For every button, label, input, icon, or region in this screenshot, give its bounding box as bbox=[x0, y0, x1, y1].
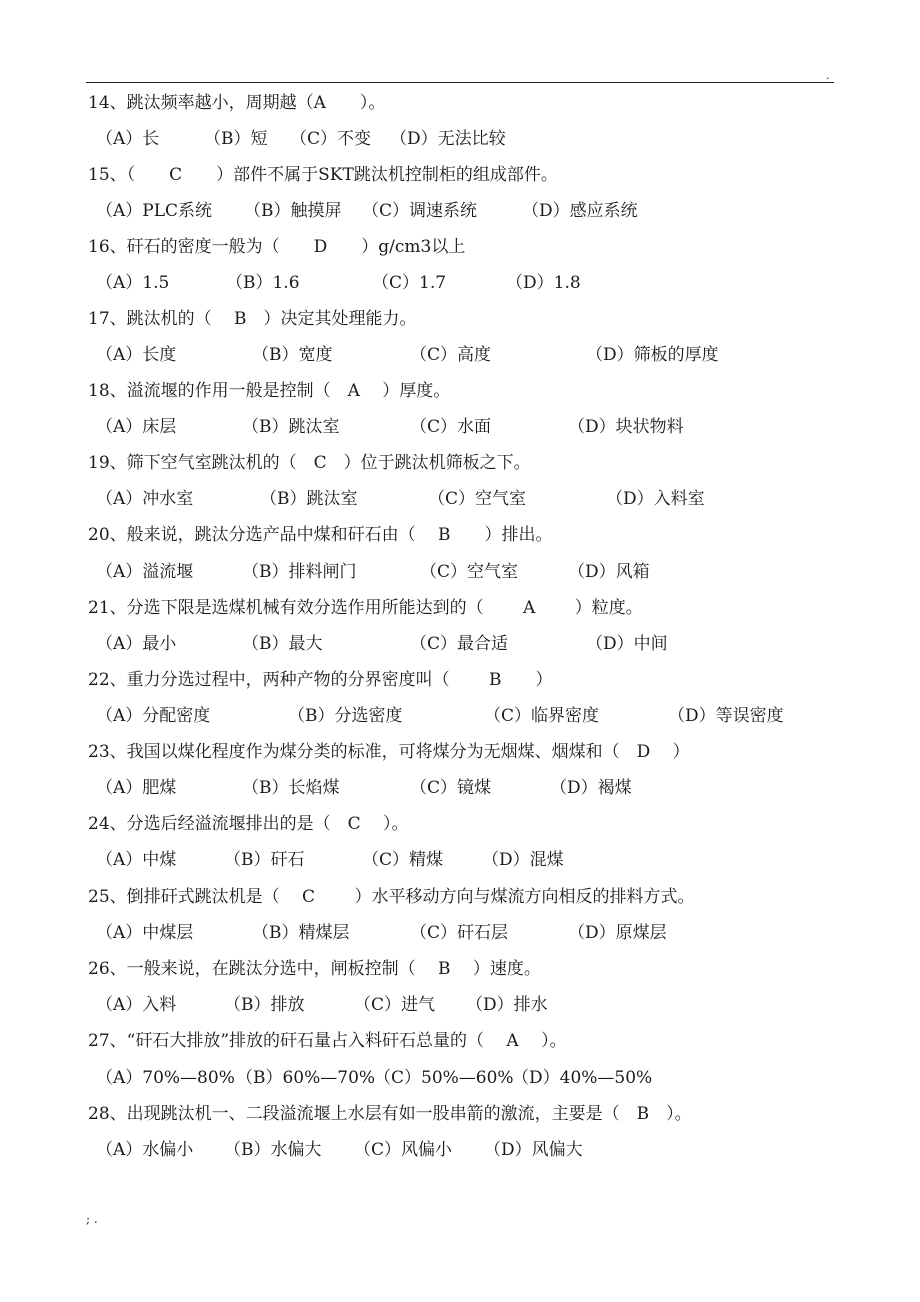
option-c: （C）高度 bbox=[410, 345, 492, 365]
question-16: 16、矸石的密度一般为（ D ）g/cm3以上 bbox=[88, 237, 466, 257]
option-b: （B）矸石 bbox=[224, 850, 305, 870]
option-d: （D）入料室 bbox=[606, 489, 705, 509]
option-a: （A）中煤层 bbox=[96, 923, 194, 943]
option-a: （A）水偏小 bbox=[96, 1140, 194, 1160]
option-b: （B）短 bbox=[204, 129, 268, 149]
footer-mark: ; . bbox=[86, 1212, 98, 1226]
question-19: 19、筛下空气室跳汰机的（ C ）位于跳汰机筛板之下。 bbox=[88, 453, 531, 473]
option-d: （D）排水 bbox=[466, 995, 548, 1015]
option-d: （D）块状物料 bbox=[568, 417, 684, 437]
option-d: （D）风箱 bbox=[568, 562, 650, 582]
option-a: （A）最小 bbox=[96, 634, 177, 654]
option-b: （B）宽度 bbox=[252, 345, 333, 365]
option-d: （D）等误密度 bbox=[668, 706, 784, 726]
option-b: （B）跳汰室 bbox=[260, 489, 358, 509]
option-b: （B）1.6 bbox=[226, 273, 300, 293]
question-20: 20、般来说，跳汰分选产品中煤和矸石由（ B ）排出。 bbox=[88, 525, 553, 545]
question-21: 21、分选下限是选煤机械有效分选作用所能达到的（ A ）粒度。 bbox=[88, 598, 643, 618]
option-d: （D）风偏大 bbox=[484, 1140, 583, 1160]
option-b: （B）排料闸门 bbox=[242, 562, 357, 582]
option-d: （D）感应系统 bbox=[522, 201, 638, 221]
option-d: （D）无法比较 bbox=[390, 129, 506, 149]
option-c: （C）临界密度 bbox=[484, 706, 600, 726]
option-c: （C）水面 bbox=[410, 417, 492, 437]
header-rule bbox=[86, 82, 834, 83]
option-a: （A）分配密度 bbox=[96, 706, 211, 726]
option-b: （B）长焰煤 bbox=[242, 778, 340, 798]
option-d: （D）中间 bbox=[586, 634, 668, 654]
option-c: （C）50%—60% bbox=[374, 1068, 514, 1088]
question-25: 25、倒排矸式跳汰机是（ C ）水平移动方向与煤流方向相反的排料方式。 bbox=[88, 887, 695, 907]
question-17: 17、跳汰机的（ B ）决定其处理能力。 bbox=[88, 309, 417, 329]
header-mark: . bbox=[826, 69, 830, 82]
question-27: 27、“矸石大排放”排放的矸石量占入料矸石总量的（ A ）。 bbox=[88, 1031, 567, 1051]
option-d: （D）40%—50% bbox=[512, 1068, 653, 1088]
option-a: （A）70%—80% bbox=[96, 1068, 235, 1088]
option-a: （A）PLC系统 bbox=[96, 201, 213, 221]
option-d: （D）褐煤 bbox=[550, 778, 632, 798]
option-b: （B）分选密度 bbox=[288, 706, 403, 726]
option-a: （A）冲水室 bbox=[96, 489, 194, 509]
question-24: 24、分选后经溢流堰排出的是（ C ）。 bbox=[88, 814, 409, 834]
option-d: （D）1.8 bbox=[506, 273, 581, 293]
option-a: （A）中煤 bbox=[96, 850, 177, 870]
option-c: （C）风偏小 bbox=[354, 1140, 453, 1160]
question-22: 22、重力分选过程中，两种产物的分界密度叫（ B ） bbox=[88, 670, 553, 690]
option-d: （D）筛板的厚度 bbox=[586, 345, 719, 365]
option-b: （B）最大 bbox=[242, 634, 323, 654]
option-a: （A）1.5 bbox=[96, 273, 170, 293]
option-b: （B）排放 bbox=[224, 995, 305, 1015]
question-26: 26、一般来说，在跳汰分选中，闸板控制（ B ）速度。 bbox=[88, 959, 541, 979]
option-c: （C）镜煤 bbox=[410, 778, 492, 798]
option-d: （D）混煤 bbox=[482, 850, 564, 870]
question-18: 18、溢流堰的作用一般是控制（ A ）厚度。 bbox=[88, 381, 451, 401]
option-a: （A）长度 bbox=[96, 345, 177, 365]
question-14: 14、跳汰频率越小，周期越（A ）。 bbox=[88, 93, 386, 113]
option-c: （C）精煤 bbox=[362, 850, 444, 870]
option-a: （A）溢流堰 bbox=[96, 562, 194, 582]
option-a: （A）床层 bbox=[96, 417, 177, 437]
option-c: （C）矸石层 bbox=[410, 923, 509, 943]
question-28: 28、出现跳汰机一、二段溢流堰上水层有如一股串箭的激流，主要是（ B ）。 bbox=[88, 1104, 692, 1124]
option-b: （B）触摸屏 bbox=[244, 201, 342, 221]
option-c: （C）进气 bbox=[354, 995, 436, 1015]
question-23: 23、我国以煤化程度作为煤分类的标准，可将煤分为无烟煤、烟煤和（ D ） bbox=[88, 742, 690, 762]
option-b: （B）精煤层 bbox=[252, 923, 350, 943]
option-c: （C）最合适 bbox=[410, 634, 509, 654]
option-c: （C）空气室 bbox=[420, 562, 519, 582]
option-a: （A）长 bbox=[96, 129, 160, 149]
option-c: （C）调速系统 bbox=[362, 201, 478, 221]
option-a: （A）入料 bbox=[96, 995, 177, 1015]
option-d: （D）原煤层 bbox=[568, 923, 667, 943]
option-c: （C）不变 bbox=[290, 129, 372, 149]
option-b: （B）跳汰室 bbox=[242, 417, 340, 437]
option-c: （C）空气室 bbox=[428, 489, 527, 509]
option-b: （B）60%—70% bbox=[236, 1068, 376, 1088]
option-b: （B）水偏大 bbox=[224, 1140, 322, 1160]
option-a: （A）肥煤 bbox=[96, 778, 177, 798]
question-15: 15、（ C ）部件不属于SKT跳汰机控制柜的组成部件。 bbox=[88, 165, 558, 185]
option-c: （C）1.7 bbox=[372, 273, 447, 293]
